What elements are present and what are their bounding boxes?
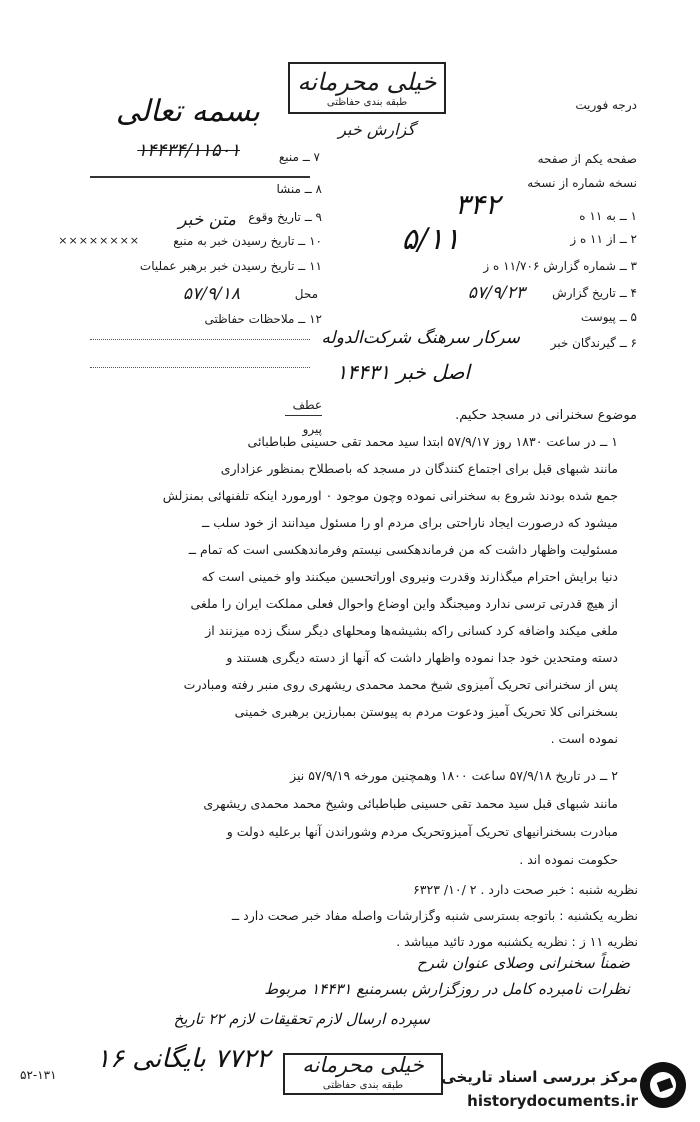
item-1-field: ۱ ــ به ۱۱ ه: [579, 209, 637, 223]
body-line: مانند شبهای قبل سید محمد تقی حسینی طباطبائی وشیخ محمد محمدی ریشهری: [203, 796, 618, 811]
remarks-field: ۱۲ ــ ملاحظات حفاظتی: [204, 312, 322, 326]
location-value: ۵۷/۹/۱۸: [182, 284, 240, 304]
body-line: از هیچ قدرتی ترسی ندارد ومیجنگد واین اوضاع واحوال فعلی مملکت ایران را ملغی: [190, 596, 618, 611]
item-3-field: ۳ ــ شماره گزارش ۱۱/۷۰۶ ه ز: [483, 259, 637, 273]
top-classification-label: طبقه بندی حفاظتی: [326, 97, 408, 108]
item-2-value: ۵/۱۱: [401, 222, 460, 257]
source-value: ۱۴۴۳۴/۱۱۵۰۱: [137, 140, 240, 161]
handwritten-line: نظرات نامبرده کامل در روزگزارش بسرمنبع ۱۴۴۳۱ مربوط: [264, 980, 630, 998]
dotted-line-2: [90, 367, 310, 368]
item-1-value: ۳۴۲: [454, 188, 500, 221]
top-stamp-text: خیلی محرمانه: [297, 68, 437, 96]
body-line: جمع شده بودند شروع به سخنرانی نموده وچون موجود ۰ اورمورد اینکه تلفنهائی بمنزلش: [162, 488, 618, 503]
dotted-line-1: [90, 339, 310, 340]
body-line: ملغی میکند واضافه کرد کسانی راکه بشیشه‌ها ومحلهای دیگر سنگ زده میزنند از: [205, 623, 618, 638]
opinion-line: نظریه یکشنبه : باتوجه بسترسی شنبه وگزارشات واصله مفاد خبر صحت دارد ــ: [231, 908, 638, 923]
item-4-field: ۴ ــ تاریخ گزارش: [552, 286, 637, 300]
item-2-field: ۲ ــ از ۱۱ ه ز: [570, 232, 637, 246]
report-title: گزارش خبر: [338, 120, 415, 139]
peyro-label: پیرو: [302, 422, 322, 436]
body-line: بسخنرانی کلا تحریک آمیز ودعوت مردم به پیوستن بمبارزین برهبری خمینی: [234, 704, 618, 719]
event-date-field: ۹ ــ تاریخ وقوع: [248, 210, 322, 224]
bottom-classification-stamp: [283, 1053, 443, 1095]
body-line: مبادرت بسخنرانیهای تحریک آمیزوتحریک مردم وشوراندن آنها برعلیه دولت و: [226, 824, 618, 839]
location-field: محل: [294, 287, 318, 301]
attachment-field: ۵ ــ پیوست: [580, 310, 637, 324]
news-text-label: متن خبر: [178, 210, 236, 230]
top-handwritten-note: بسمه تعالی: [115, 94, 260, 129]
watermark-url: historydocuments.ir: [467, 1092, 638, 1110]
opinion-line: نظریه ۱۱ ز : نظریه یکشنبه مورد تائید میباشد .: [396, 934, 638, 949]
opinion-line: نظریه شنبه : خبر صحت دارد . ۲ /۱۰/ ۶۳۲۳: [413, 882, 638, 897]
body-line: مسئولیت واظهار داشت که من فرماندهکسی نیستم وفرماندهکسی است که تمام ــ: [188, 542, 618, 557]
atf-line: [285, 415, 322, 416]
atf-label: عطف: [292, 398, 322, 412]
body-line: دنیا برایش احترام میگذارند وقدرت ونیروی اوراتحسین میکنند واو خمینی است که: [201, 569, 618, 584]
copy-number-field: نسخه شماره از نسخه: [527, 176, 637, 190]
body-line: ۱ ــ در ساعت ۱۸۳۰ روز ۵۷/۹/۱۷ ابتدا سید محمد تقی حسینی طباطبائی: [247, 434, 618, 449]
date-received-ops-field: ۱۱ ــ تاریخ رسیدن خبر برهبر عملیات: [139, 259, 322, 273]
body-line: حکومت نموده اند .: [519, 852, 618, 867]
urgency-label: درجه فوریت: [575, 98, 637, 112]
page-count-field: صفحه یکم از صفحه: [537, 152, 637, 166]
recipients-value: سرکار سرهنگ شرکت‌الدوله: [321, 328, 520, 348]
date-received-source-field: ۱۰ ــ تاریخ رسیدن خبر به منبع: [173, 234, 322, 248]
bottom-stamp-text: خیلی محرمانه: [302, 1053, 424, 1077]
bottom-classification-label: طبقه بندی حفاظتی: [322, 1080, 404, 1091]
subject-line: موضوع سخنرانی در مسجد حکیم.: [455, 408, 637, 423]
body-line: دسته ومتحدین خود جدا نموده واظهار داشت که آنها از دسته دیگری هستند و: [226, 650, 618, 665]
origin-field: ۸ ــ منشا: [276, 182, 322, 196]
handwritten-archive-number: ۷۷۲۲ بایگانی ۱۶: [96, 1044, 270, 1074]
strike-line: [90, 176, 310, 178]
body-line: مانند شبهای قبل برای اجتماع کنندگان در مسجد که باصطلاح بمنظور عزاداری: [220, 461, 618, 476]
item-4-value: ۵۷/۹/۲۳: [467, 283, 525, 303]
handwritten-line: ضمناً سخنرانی وصلای عنوان شرح: [416, 954, 630, 972]
asterisk-marks: ××××××××: [58, 234, 140, 247]
body-line: میشود که درصورت ایجاد ناراحتی برای مردم او را مسئول میدانند از خود سلب ــ: [201, 515, 618, 530]
recipients-field: ۶ ــ گیرندگان خبر: [550, 336, 637, 350]
handwritten-line: سپرده ارسال لازم تحقیقات لازم ۲۲ تاریخ: [173, 1010, 430, 1028]
top-classification-stamp: [288, 62, 446, 114]
form-code: ۵۲-۱۳۱: [20, 1068, 57, 1082]
source-field: ۷ ــ منبع: [278, 150, 320, 164]
body-line: پس از سخنرانی تحریک آمیزوی شیخ محمد محمدی ریشهری روی منبر رفته ومبادرت: [183, 677, 618, 692]
body-line: نموده است .: [550, 731, 618, 746]
archive-logo-icon: [640, 1062, 686, 1108]
body-line: ۲ ــ در تاریخ ۵۷/۹/۱۸ ساعت ۱۸۰۰ وهمچنین مورخه ۵۷/۹/۱۹ نیز: [290, 768, 618, 783]
watermark-title: مرکز بررسی اسناد تاریخی: [441, 1068, 638, 1086]
signature-note: اصل خبر ۱۴۴۳۱: [336, 360, 470, 384]
